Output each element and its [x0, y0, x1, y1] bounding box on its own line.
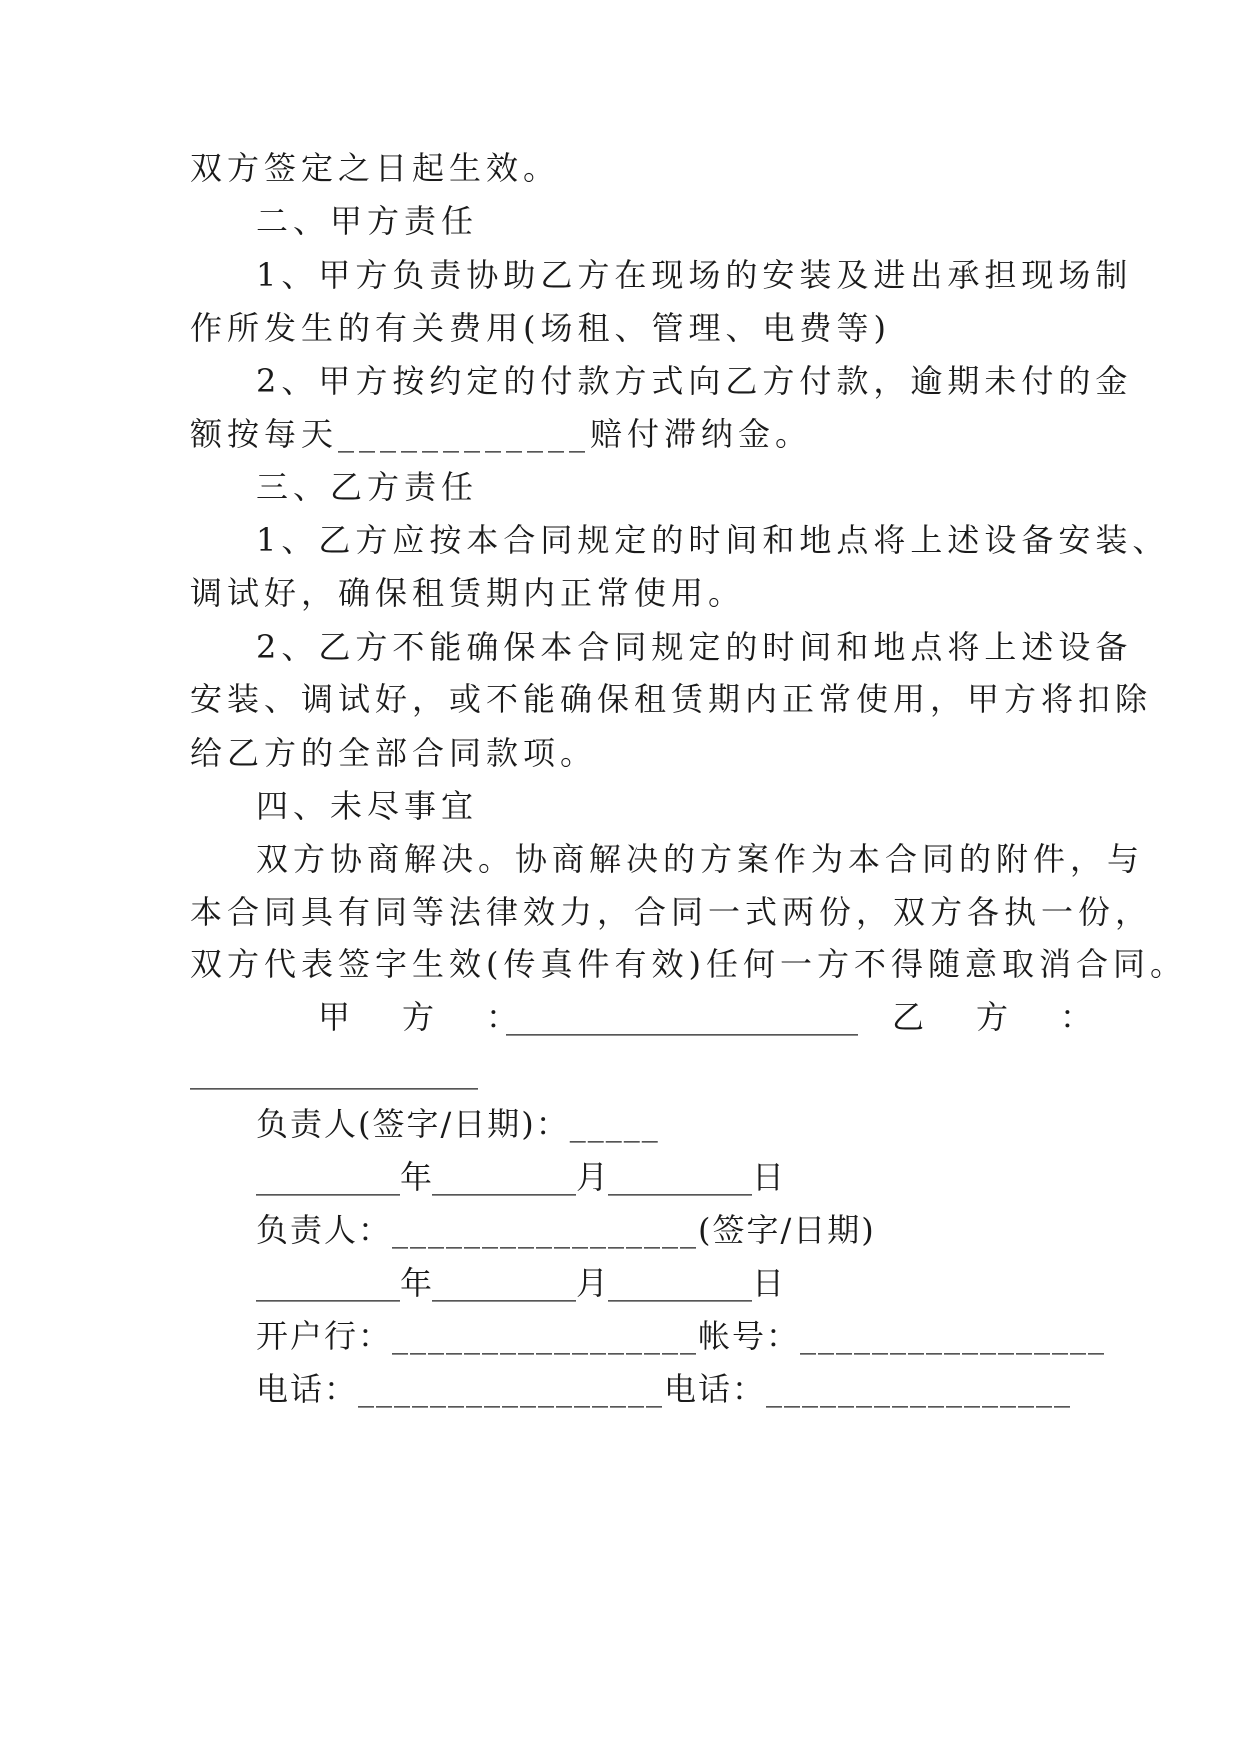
date-line-1: _________年_________月_________日 — [256, 1158, 785, 1196]
party-a-label: 甲 方 ： — [318, 998, 529, 1036]
party-b-blank: __________________ — [190, 1052, 478, 1090]
section-heading-party-b: 三、乙方责任 — [256, 468, 479, 506]
section-heading-party-a: 二、甲方责任 — [256, 202, 479, 240]
text-line: 额按每天____________赔付滞纳金。 — [190, 415, 813, 453]
text-line: 1、甲方负责协助乙方在现场的安装及进出承担现场制 — [256, 256, 1133, 294]
text-line: 安装、调试好，或不能确保租赁期内正常使用，甲方将扣除 — [190, 680, 1153, 718]
text-line: 双方协商解决。协商解决的方案作为本合同的附件，与 — [256, 840, 1145, 878]
text-line: 2、甲方按约定的付款方式向乙方付款，逾期未付的金 — [256, 362, 1133, 400]
text-line: 双方签定之日起生效。 — [190, 149, 561, 187]
section-heading-other: 四、未尽事宜 — [256, 787, 479, 825]
party-b-label: 乙 方 ： — [892, 998, 1103, 1036]
text-line: 双方代表签字生效(传真件有效)任何一方不得随意取消合同。 — [190, 945, 1187, 983]
text-line: 作所发生的有关费用(场租、管理、电费等) — [190, 309, 891, 347]
person-signature-date-2: 负责人：_________________(签字/日期) — [256, 1211, 876, 1249]
party-a-blank: ______________________ — [506, 998, 858, 1036]
date-line-2: _________年_________月_________日 — [256, 1264, 785, 1302]
bank-account-line: 开户行：_________________帐号：_________________ — [256, 1317, 1107, 1355]
person-signature-date-1: 负责人(签字/日期)：_____ — [256, 1105, 660, 1143]
text-line: 本合同具有同等法律效力，合同一式两份，双方各执一份， — [190, 893, 1153, 931]
text-line: 给乙方的全部合同款项。 — [190, 734, 598, 772]
text-line: 1、乙方应按本合同规定的时间和地点将上述设备安装、 — [256, 521, 1170, 559]
text-line: 调试好，确保租赁期内正常使用。 — [190, 574, 746, 612]
phone-line: 电话：_________________电话：_________________ — [256, 1370, 1073, 1408]
text-line: 2、乙方不能确保本合同规定的时间和地点将上述设备 — [256, 628, 1133, 666]
